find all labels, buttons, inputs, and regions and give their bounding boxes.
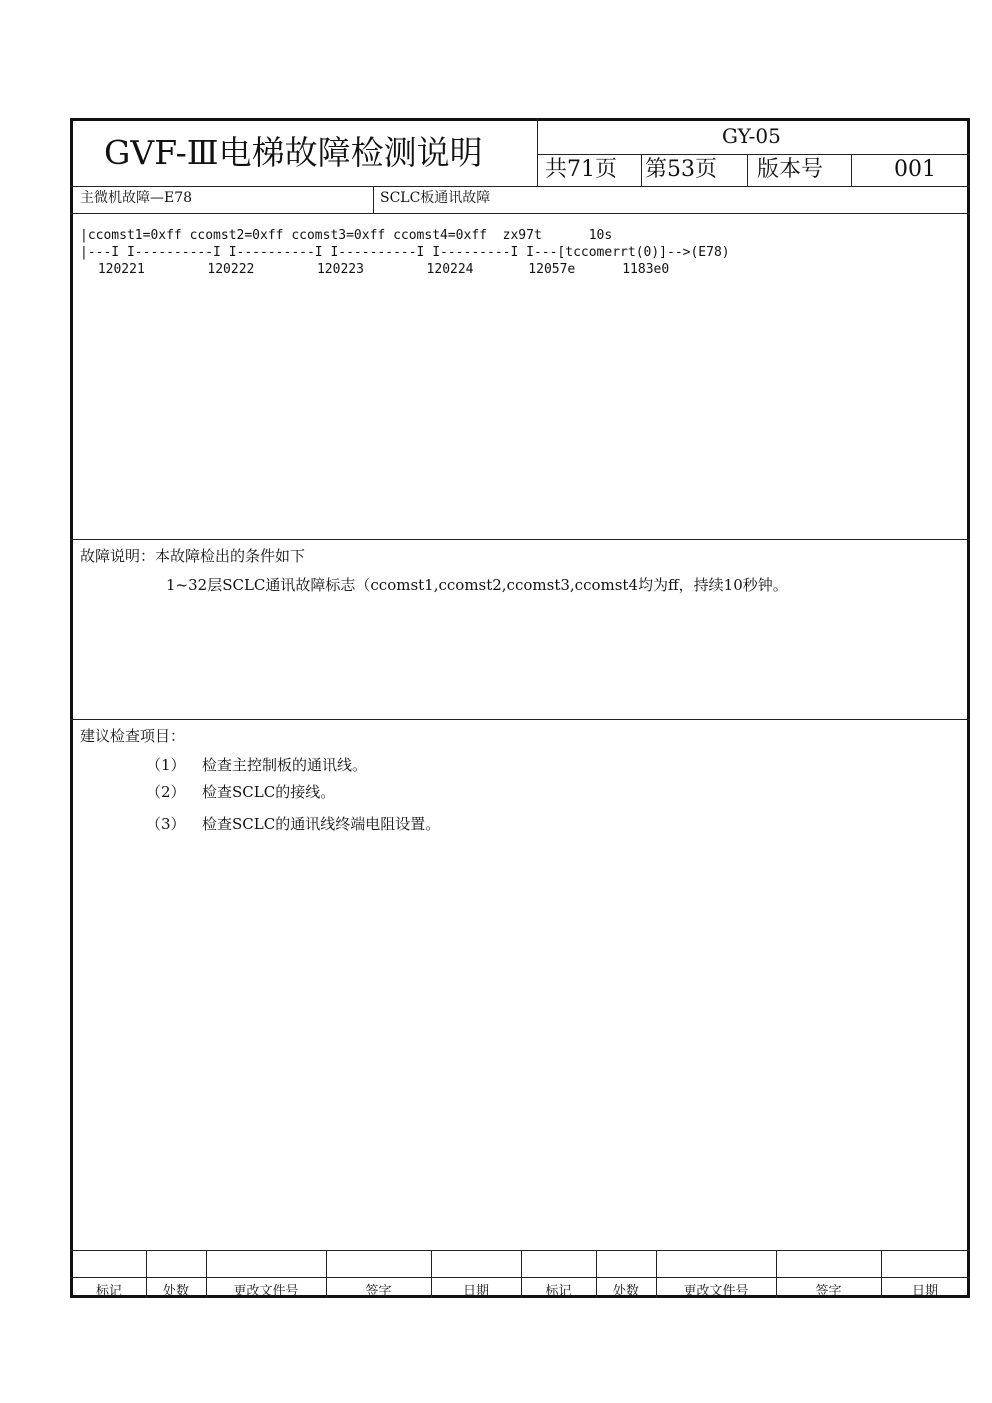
footer-label-signature-2: 签字 <box>815 1284 842 1299</box>
header-col-divider <box>537 118 538 186</box>
footer-label-count-2: 处数 <box>612 1284 639 1299</box>
footer-label-mark: 标记 <box>95 1284 122 1299</box>
footer-label-count: 处数 <box>162 1284 189 1299</box>
doc-code: GY-05 <box>722 124 781 148</box>
fault-name: 主微机故障—E78 <box>80 190 193 206</box>
suggestion-1-number: （1） <box>146 756 186 774</box>
ladder-line-2: |---I I----------I I----------I I----------I I---------I I---[tccomerrt(0)]-->(E78) <box>80 245 730 260</box>
ladder-line-1: |ccomst1=0xff ccomst2=0xff ccomst3=0xff ccomst4=0xff zx97t 10s <box>80 228 613 243</box>
subheader-divider <box>70 213 970 214</box>
version-label: 版本号 <box>757 157 824 182</box>
footer-label-change-doc: 更改文件号 <box>233 1284 299 1299</box>
suggestion-2-number: （2） <box>146 783 186 801</box>
ladder-addresses: 120221 120222 120223 120224 12057e 1183e0 <box>90 262 670 277</box>
suggestion-2-text: 检查SCLC的接线。 <box>202 783 336 801</box>
header-col-value <box>851 154 852 186</box>
footer-label-date: 日期 <box>462 1284 489 1299</box>
fault-explanation-heading: 故障说明：本故障检出的条件如下 <box>80 547 306 565</box>
footer-label-date-2: 日期 <box>911 1284 938 1299</box>
footer-label-mark-2: 标记 <box>545 1284 572 1299</box>
suggestion-3-number: （3） <box>146 815 186 833</box>
total-pages: 共71页 <box>545 157 617 182</box>
suggestion-1-text: 检查主控制板的通讯线。 <box>202 756 368 774</box>
footer-divider-top <box>70 1250 970 1251</box>
header-col-pages <box>641 154 642 186</box>
page-number: 第53页 <box>645 157 717 182</box>
header-col-version <box>747 154 748 186</box>
header-divider-bottom <box>70 186 970 187</box>
subheader-col-divider <box>373 186 374 213</box>
footer-label-change-doc-2: 更改文件号 <box>683 1284 749 1299</box>
document-frame <box>70 118 970 1298</box>
footer-label-signature: 签字 <box>365 1284 392 1299</box>
document-title: GVF-Ⅲ电梯故障检测说明 <box>104 133 483 172</box>
fault-description: SCLC板通讯故障 <box>380 190 491 206</box>
explanation-divider <box>70 719 970 720</box>
fault-explanation-detail: 1~32层SCLC通讯故障标志（ccomst1,ccomst2,ccomst3,ccomst4均为ff，持续10秒钟。 <box>166 576 788 594</box>
footer-divider-mid <box>70 1277 970 1278</box>
diagram-divider <box>70 539 970 540</box>
version-value: 001 <box>894 157 936 182</box>
header-divider-top <box>537 154 970 155</box>
suggestion-3-text: 检查SCLC的通讯线终端电阻设置。 <box>202 815 441 833</box>
suggestions-heading: 建议检查项目： <box>80 727 186 745</box>
